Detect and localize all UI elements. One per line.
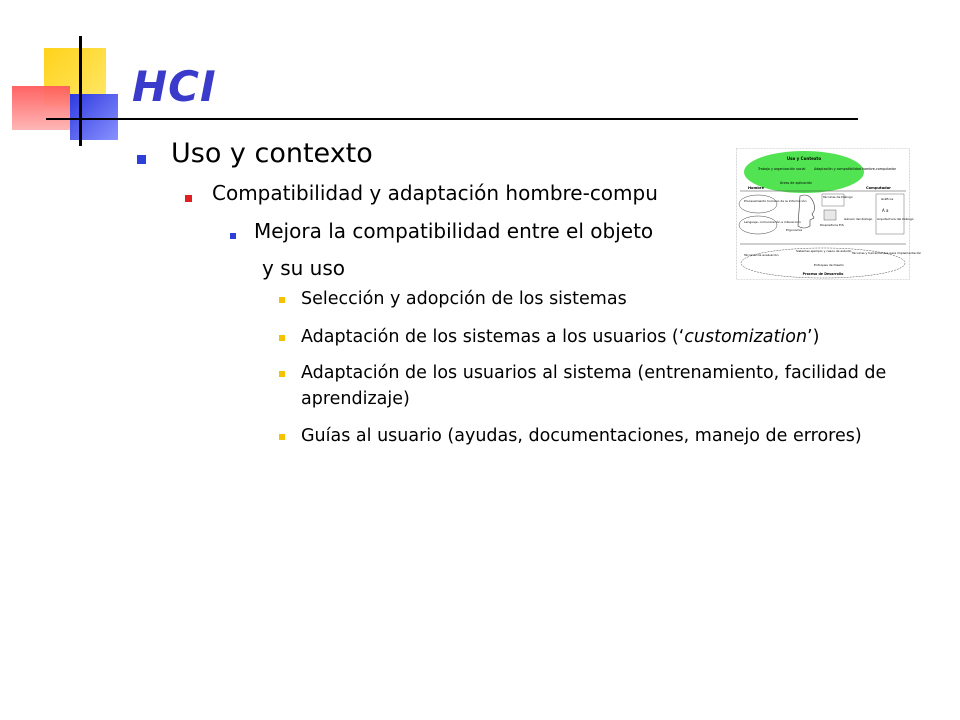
bullet-text-part: ’) bbox=[807, 327, 820, 347]
decor-blue-square bbox=[70, 94, 118, 140]
diagram-bottom-label: Proceso de Desarrollo bbox=[802, 272, 844, 276]
decor-red-square bbox=[12, 86, 70, 130]
diagram-col-left: Hombre bbox=[748, 186, 765, 190]
decor-vertical-line bbox=[79, 36, 82, 146]
title-underline bbox=[46, 118, 858, 120]
bullet-text-level3-line2: y su uso bbox=[262, 256, 345, 280]
bullet-text-level4 bbox=[301, 324, 926, 350]
diagram-mid-box3: Género del diálogo bbox=[844, 217, 873, 221]
diagram-mid-box1: Técnicas de Diálogo bbox=[823, 195, 853, 199]
bullet-level3 bbox=[230, 233, 236, 239]
bullet-level1 bbox=[137, 155, 146, 164]
bullet-level4 bbox=[279, 371, 285, 377]
bullet-level2 bbox=[185, 195, 192, 202]
hci-diagram bbox=[736, 148, 922, 280]
diagram-col-right: Computador bbox=[866, 186, 891, 190]
diagram-bottom-right: Técnicas y herramientas para implementación bbox=[852, 251, 922, 255]
bullet-level4 bbox=[279, 297, 285, 303]
diagram-bottom-mid: Sistemas ejemplo y casos de estudio bbox=[796, 249, 852, 253]
bullet-text-level4: Guías al usuario (ayudas, documentaciones, manejo de errores) bbox=[301, 426, 862, 446]
diagram-left-box1: Procesamiento humano de la información bbox=[744, 199, 807, 203]
bullet-text-level4: Selección y adopción de los sistemas bbox=[301, 289, 627, 309]
bullet-text-level4: Adaptación de los usuarios al sistema (entrenamiento, facilidad de aprendizaje) bbox=[301, 363, 887, 409]
slide-title: HCI bbox=[132, 62, 217, 111]
diagram-right-glyph: A a bbox=[882, 208, 889, 213]
diagram-right-box1: Gráficos bbox=[881, 197, 894, 201]
diagram-header: Uso y Contexto bbox=[786, 156, 822, 161]
bullet-text-level1: Uso y contexto bbox=[171, 138, 373, 169]
diagram-mid-box2: Dispositivos E/S bbox=[820, 223, 844, 227]
diagram-right-box2: Arquitectura del Diálogo bbox=[877, 217, 914, 221]
bullet-text-italic: customization bbox=[684, 327, 808, 347]
bullet-level4 bbox=[279, 434, 285, 440]
diagram-bottom-left: Técnicas de evaluación bbox=[744, 253, 779, 257]
diagram-top-left: Trabajo y organización social bbox=[758, 167, 806, 171]
bullet-level4 bbox=[279, 335, 285, 341]
bullet-text-part: Adaptación de los sistemas a los usuarios (‘ bbox=[301, 327, 685, 347]
bullet-text-level2: Compatibilidad y adaptación hombre-compu bbox=[212, 181, 658, 205]
diagram-top-right: Adaptación y compatibilidad hombre-computador bbox=[814, 167, 896, 171]
diagram-bottom-center: Enfoques de Diseño bbox=[814, 263, 844, 267]
diagram-left-box3: Ergonomía bbox=[786, 228, 803, 232]
diagram-left-box2: Lenguaje, comunicación e interacción bbox=[744, 220, 801, 224]
diagram-top-bottom: Áreas de aplicación bbox=[779, 181, 813, 185]
bullet-text-level3-line1: Mejora la compatibilidad entre el objeto bbox=[254, 219, 654, 243]
